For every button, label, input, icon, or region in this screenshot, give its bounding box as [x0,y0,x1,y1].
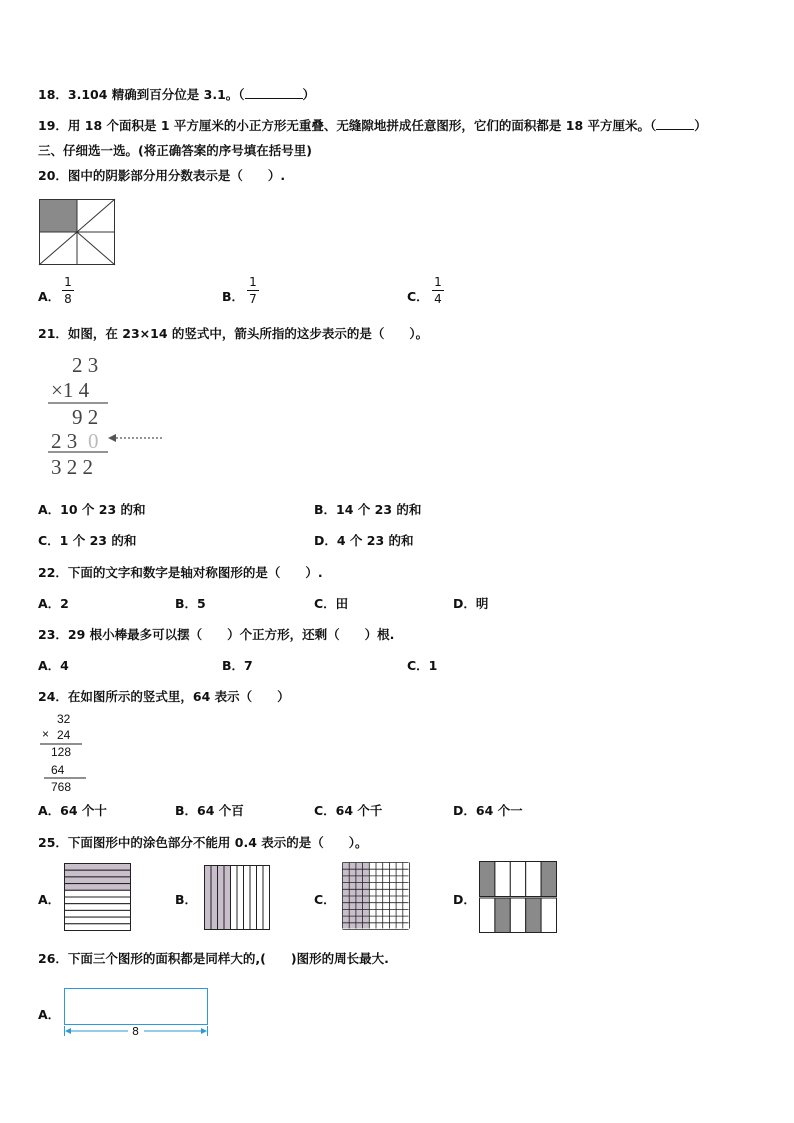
calc-dotted-zero: 0 [88,429,99,453]
option-a[interactable]: A．4 [38,658,69,673]
shaded-square-figure [39,199,115,265]
shaded-cell [495,898,510,933]
stripe [250,866,257,930]
shaded-part [39,199,77,232]
shaded-stripe [65,870,131,877]
cell [495,862,510,897]
option-a[interactable]: A． [38,892,61,907]
option-b[interactable]: B．5 [175,596,206,611]
numerator: 1 [64,275,72,289]
calc-row-3: 128 [51,745,72,759]
cell [526,862,541,897]
numerator: 1 [249,275,257,289]
figure-c-hundred-grid [342,862,410,930]
option-a[interactable]: A． [38,1007,61,1022]
shaded-stripe [205,866,212,930]
stripe [237,866,244,930]
option-a[interactable]: A． [38,289,61,304]
stripe [65,890,131,897]
option-b[interactable]: B． [222,289,245,304]
shaded-cell [526,898,541,933]
calc-lines [48,402,110,454]
answer-blank[interactable] [656,119,694,130]
stripe [65,904,131,911]
stripe [65,910,131,917]
shaded-stripe [224,866,231,930]
option-d[interactable]: D． [453,892,476,907]
option-b[interactable]: B．7 [222,658,253,673]
question-26: 26．下面三个图形的面积都是同样大的,( )图形的周长最大. [38,951,389,966]
numerator: 1 [434,275,442,289]
option-c[interactable]: C． [407,289,429,304]
cell [510,898,525,933]
option-d[interactable]: D．明 [453,596,489,611]
question-19 [38,116,707,134]
question-19-text: 19．用 18 个面积是 1 平方厘米的小正方形无重叠、无缝隙地拼成任意图形，它们的面积都是 18 平方厘米。（ [38,118,657,133]
shaded-cell [541,862,556,897]
stripe [263,866,270,930]
option-b[interactable]: B．14 个 23 的和 [314,502,422,517]
question-21: 21．如图，在 23×14 的竖式中，箭头所指的这步表示的是（ ）。 [38,326,429,341]
stripe [257,866,264,930]
option-c[interactable]: C．1 个 23 的和 [38,533,137,548]
calc-row-1: 2 3 [72,353,99,377]
fraction-c [432,275,444,306]
calc-times: × [42,727,50,741]
figure-d-two-rows [479,861,557,934]
calc-row-5: 3 2 2 [51,455,93,479]
answer-blank[interactable] [245,88,303,99]
fraction-a [62,275,74,306]
option-b[interactable]: B．64 个百 [175,803,244,818]
calc-row-1: 32 [57,712,71,726]
stripe [65,924,131,931]
shaded-stripe [211,866,218,930]
shaded-stripe [218,866,225,930]
figure-a-horizontal-stripes [64,863,132,931]
figure-b-vertical-stripes [204,865,270,931]
question-18-close: ） [302,87,316,102]
question-20: 20．图中的阴影部分用分数表示是（ ）. [38,168,286,183]
calc-row-3: 9 2 [72,405,99,429]
calc-row-5: 768 [51,780,72,794]
cell [510,862,525,897]
option-c[interactable]: C．64 个千 [314,803,383,818]
section-heading: 三、仔细选一选。(将正确答案的序号填在括号里) [38,143,312,158]
shaded-stripe [65,864,131,871]
denominator: 4 [434,292,442,306]
denominator: 7 [249,292,257,306]
question-25: 25．下面图形中的涂色部分不能用 0.4 表示的是（ ）。 [38,835,368,850]
shaded-stripe [65,877,131,884]
calc-row-4: 64 [51,763,65,777]
stripe [231,866,238,930]
question-18-text: 18．3.104 精确到百分位是 3.1。（ [38,87,245,102]
shaded-cell [480,862,495,897]
option-a[interactable]: A．64 个十 [38,803,107,818]
option-d[interactable]: D．64 个一 [453,803,523,818]
stripe [244,866,251,930]
cell [541,898,556,933]
fraction-b [247,275,259,306]
stripe [65,917,131,924]
question-19-close: ） [694,118,707,133]
option-a[interactable]: A．10 个 23 的和 [38,502,146,517]
calc-lines [40,743,88,781]
option-c[interactable]: C．田 [314,596,349,611]
question-18 [38,85,315,103]
option-c[interactable]: C． [314,892,336,907]
arrow-icon [108,432,164,444]
calc-row-2: 24 [57,728,71,742]
calc-row-2: ×1 4 [51,378,90,402]
option-d[interactable]: D．4 个 23 的和 [314,533,414,548]
stripe [65,897,131,904]
cell [480,898,495,933]
calc-row-4: 2 3 [51,429,78,453]
option-c[interactable]: C．1 [407,658,438,673]
option-a[interactable]: A．2 [38,596,69,611]
shaded-stripe [65,884,131,891]
question-24: 24．在如图所示的竖式里，64 表示（ ） [38,689,290,704]
question-23: 23．29 根小棒最多可以摆（ ）个正方形，还剩（ ）根. [38,627,395,642]
option-b[interactable]: B． [175,892,198,907]
question-22: 22．下面的文字和数字是轴对称图形的是（ ）. [38,565,323,580]
denominator: 8 [64,292,72,306]
width-label: 8 [132,1025,139,1038]
